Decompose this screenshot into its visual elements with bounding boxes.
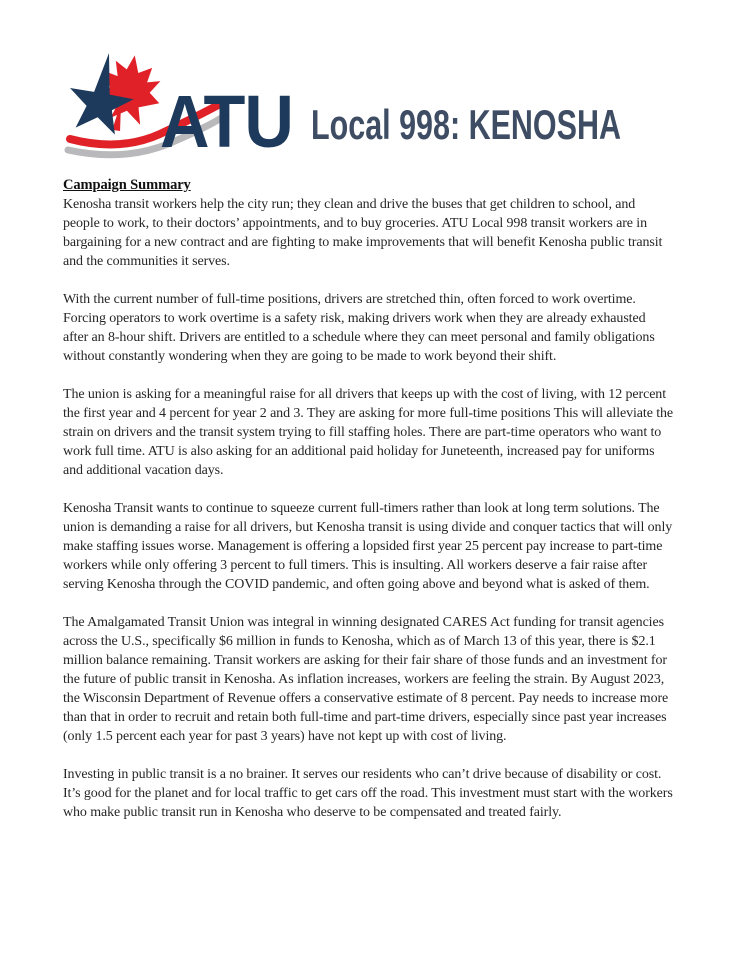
logo-local-998-kenosha-text: Local 998: KENOSHA: [311, 101, 621, 148]
body-paragraph: Investing in public transit is a no brainer. It serves our residents who can’t drive because of disability or cost. It’s good for the planet and for local traffic to get cars off the road. This investment must start with the workers who make public transit run in Kenosha who deserve to be compensated and treated fairly.: [63, 767, 673, 820]
body-paragraph: The Amalgamated Transit Union was integral in winning designated CARES Act funding for transit agencies across the U.S., specifically $6 million in funds to Kenosha, which as of March 13 of this year, there is $2.1 million balance remaining. Transit workers are asking for their fair share of those funds and an investment for the future of public transit in Kenosha. As inflation increases, workers are feeling the strain. By August 2023, the Wisconsin Department of Revenue offers a conservative estimate of 8 percent. Pay needs to increase more than that in order to recruit and retain both full-time and part-time drivers, especially since past year increases (only 1.5 percent each year for past 3 years) have not kept up with cost of living.: [63, 615, 669, 744]
paragraph-list: [63, 195, 673, 822]
campaign-summary-body: [63, 176, 673, 822]
body-paragraph: With the current number of full-time positions, drivers are stretched thin, often forced to work overtime. Forcing operators to work overtime is a safety risk, making drivers work when they are already exhausted after an 8-hour shift. Drivers are entitled to a schedule where they can meet personal and family obligations without constantly wondering when they are going to be made to work beyond their shift.: [63, 292, 655, 364]
campaign-summary-heading: Campaign Summary: [63, 177, 191, 193]
logo-atu-wordmark: ATU: [160, 80, 293, 163]
atu-local-998-logo: [68, 54, 628, 168]
body-paragraph: The union is asking for a meaningful raise for all drivers that keeps up with the cost of living, with 12 percent the first year and 4 percent for year 2 and 3. They are asking for more full-time positions This will alleviate the strain on drivers and the transit system trying to fill staffing holes. There are part-time operators who want to work full time. ATU is also asking for an additional paid holiday for Juneteenth, increased pay for uniforms and additional vacation days.: [63, 387, 674, 478]
body-paragraph: Kenosha transit workers help the city run; they clean and drive the buses that get children to school, and people to work, to their doctors’ appointments, and to buy groceries. ATU Local 998 transit workers are in bargaining for a new contract and are fighting to make improvements that will benefit Kenosha public transit and the communities it serves.: [63, 197, 663, 269]
document-page: [0, 54, 735, 980]
body-paragraph: Kenosha Transit wants to continue to squeeze current full-timers rather than look at long term solutions. The union is demanding a raise for all drivers, but Kenosha transit is using divide and conquer tactics that will only make staffing issues worse. Management is offering a lopsided first year 25 percent pay increase to part-time workers while only offering 3 percent to full timers. This is insulting. All workers deserve a fair raise after serving Kenosha through the COVID pandemic, and often going above and beyond what is asked of them.: [63, 501, 673, 592]
atu-logo-graphic: [68, 54, 628, 168]
